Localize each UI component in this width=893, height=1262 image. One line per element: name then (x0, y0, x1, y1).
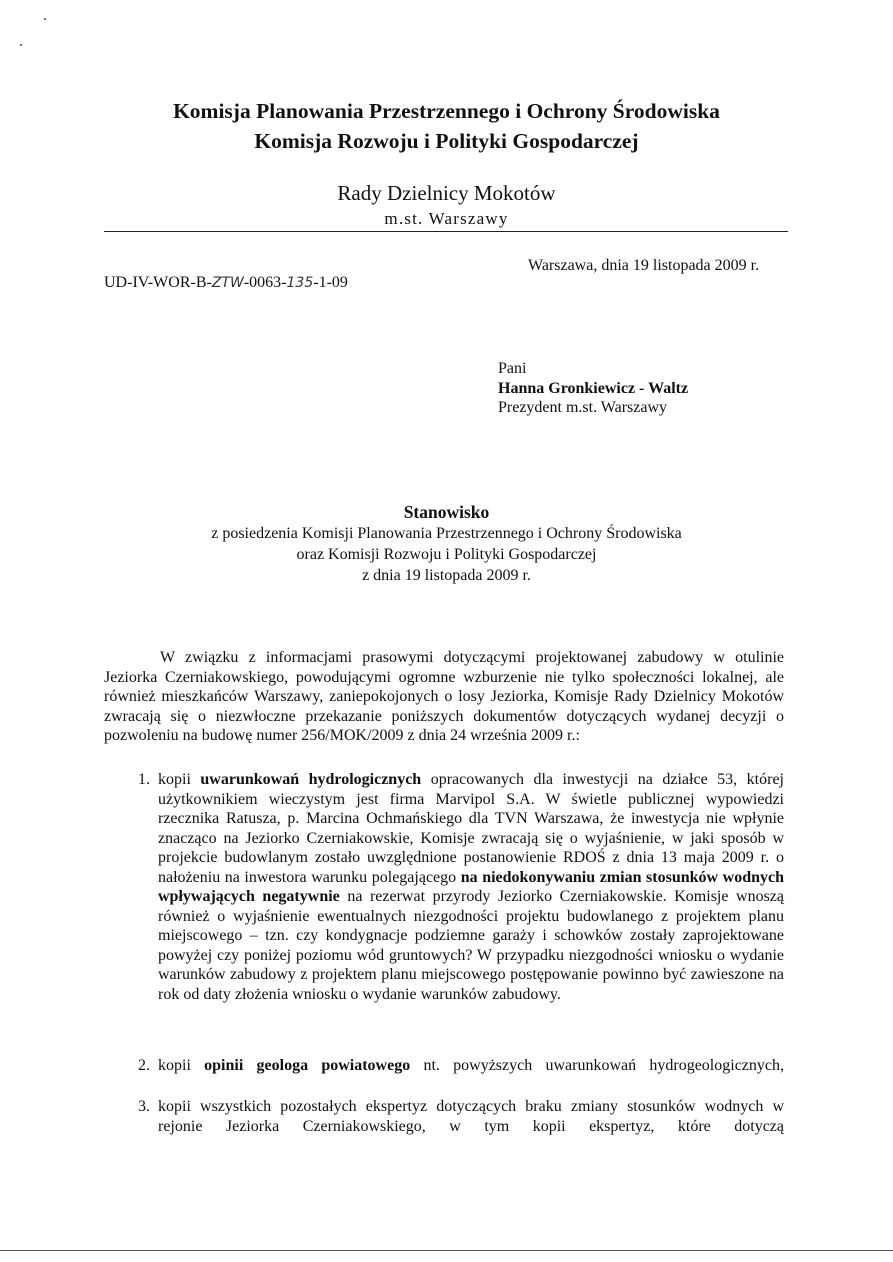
list-item-1-number: 1. (138, 771, 150, 788)
reference-handwritten-1: ZTW (211, 275, 244, 291)
title-line-2: oraz Komisji Rozwoju i Polityki Gospodarczej (296, 546, 597, 563)
list-item-3-text: kopii wszystkich pozostałych ekspertyz dotyczących braku zmiany stosunków wodnych w rejonie Jeziorka Czerniakowskiego, w tym kopii ekspertyz, które dotyczą (158, 1098, 784, 1135)
scan-speck (20, 44, 22, 46)
list-item-1-text-a: kopii (158, 771, 201, 788)
list-item-3 (158, 1097, 784, 1136)
title-line-1: z posiedzenia Komisji Planowania Przestrzennego i Ochrony Środowiska (211, 525, 682, 542)
list-item-2-text-a: kopii (158, 1057, 205, 1074)
list-item-2-text-c: nt. powyższych uwarunkowań hydrogeologicznych, (410, 1057, 784, 1074)
place-date: Warszawa, dnia 19 listopada 2009 r. (528, 257, 760, 274)
list-item-1-text-e: na rezerwat przyrody Jeziorko Czerniakowskie. Komisje wnoszą również o wyjaśnienie ewentualnych niezgodności projektu budowlanego z projektem planu miejscowego – tzn. czy kondygnacje podziemne garaży i schowków zostały zaprojektowane powyżej czy poniżej poziomu wód gruntowych? W przypadku niezgodności wniosku o wydanie warunków zabudowy z projektem planu miejscowego postępowanie powinno być zawieszone na rok od daty złożenia wniosku o wydanie warunków zabudowy. (158, 888, 784, 1003)
reference-prefix: UD-IV-WOR-B- (104, 274, 212, 291)
title-line-3: z dnia 19 listopada 2009 r. (362, 567, 531, 584)
reference-handwritten-2: 135 (286, 275, 314, 291)
addressee-block (498, 359, 688, 418)
list-item-1-text-c: opracowanych dla inwestycji na działce 53, której użytkownikiem wieczystym jest firma Marvipol S.A. W świetle publicznej wypowiedzi rzecznika Ratusza, p. Marcina Ochmańskiego dla TVN Warszawa, że inwestycja nie wpłynie znacząco na Jeziorko Czerniakowskie, Komisje zwracają się o wyjaśnienie, w jaki sposób w projekcie budowlanym zostało uwzględnione postanowienie RDOŚ z dnia 13 maja 2009 r. o nałożeniu na inwestora warunku polegającego (158, 771, 784, 886)
list-item-1-emphasis-1: uwarunkowań hydrologicznych (200, 771, 422, 788)
reference-number (104, 273, 348, 294)
scan-speck (44, 18, 46, 20)
header-commission-1: Komisja Planowania Przestrzennego i Ochrony Środowiska (173, 99, 720, 123)
list-item-2-number: 2. (138, 1057, 150, 1074)
addressee-position: Prezydent m.st. Warszawy (498, 399, 668, 416)
document-title: Stanowisko (403, 502, 490, 522)
addressee-salutation: Pani (498, 360, 527, 377)
header-council: Rady Dzielnicy Mokotów (337, 181, 556, 205)
header-city: m.st. Warszawy (384, 209, 509, 228)
intro-paragraph (104, 648, 784, 746)
addressee-name: Hanna Gronkiewicz - Waltz (498, 379, 689, 397)
footer-divider (0, 1250, 893, 1251)
list-item-2 (158, 1056, 784, 1076)
reference-suffix: -1-09 (313, 274, 348, 291)
header-divider (104, 231, 788, 232)
intro-text: W związku z informacjami prasowymi dotyczącymi projektowanej zabudowy w otulinie Jeziorka Czerniakowskiego, powodującymi ogromne wzburzenie nie tylko społeczności lokalnej, ale również mieszkańców Warszawy, zaniepokojonych o losy Jeziorka, Komisje Rady Dzielnicy Mokotów zwracają się o niezwłoczne przekazanie poniższych dokumentów dotyczących wydanej decyzji o pozwoleniu na budowę numer 256/MOK/2009 z dnia 24 września 2009 r.: (104, 649, 784, 744)
list-item-2-emphasis: opinii geologa powiatowego (204, 1057, 411, 1074)
reference-middle: -0063- (243, 274, 287, 291)
list-item-1-emphasis-2: na niedokonywaniu zmian stosunków wodnych wpływających negatywnie (158, 868, 784, 905)
list-item-1 (158, 770, 784, 1004)
list-item-3-number: 3. (138, 1098, 150, 1115)
header-commission-2: Komisja Rozwoju i Polityki Gospodarczej (254, 129, 639, 153)
